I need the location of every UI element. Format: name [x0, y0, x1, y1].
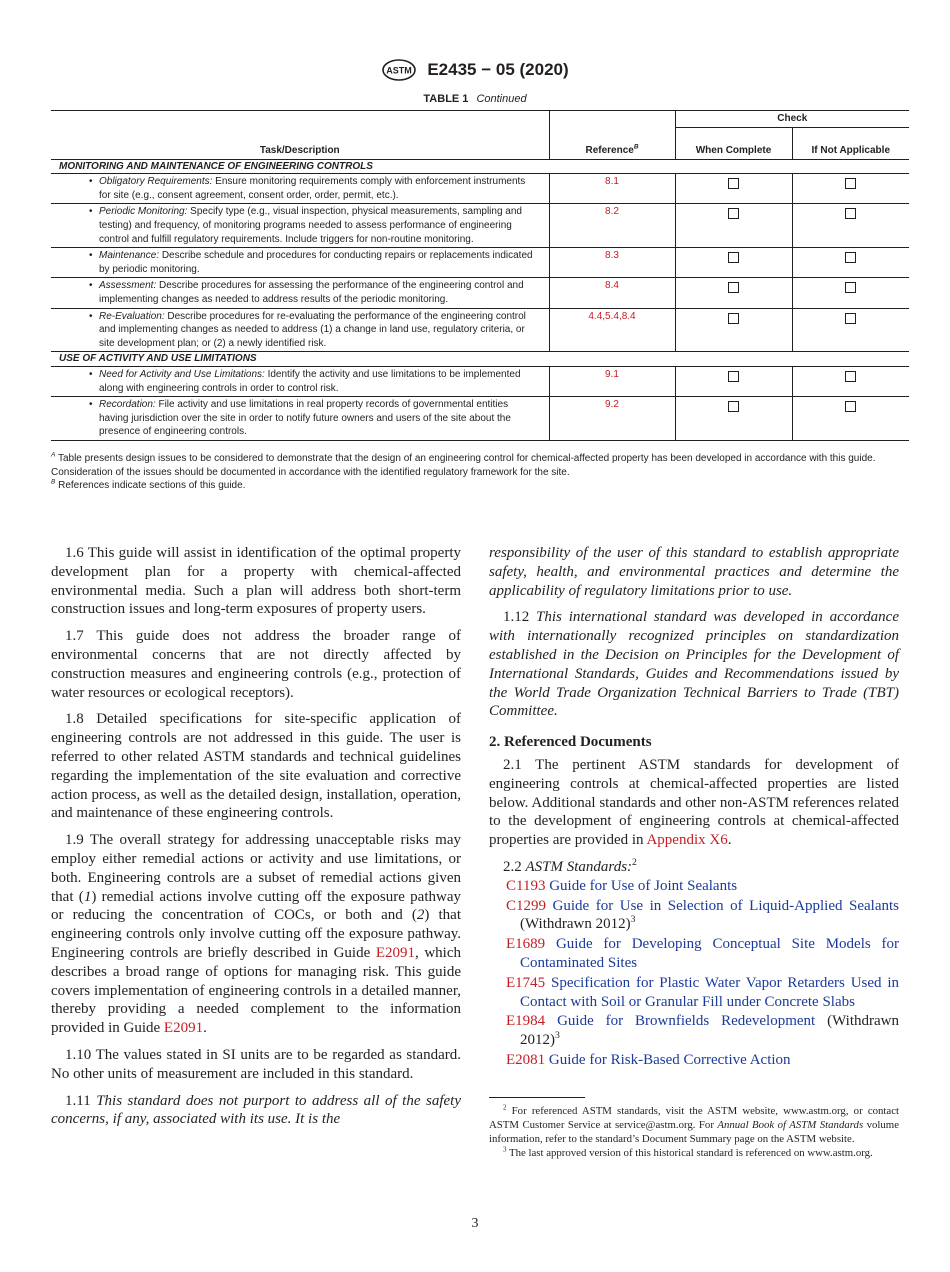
page-number: 3 [471, 1216, 479, 1231]
standard-reference [489, 974, 899, 1012]
col-when-complete: When Complete [675, 127, 792, 159]
check-cell [675, 174, 792, 204]
table-row [51, 248, 909, 278]
check-cell [675, 278, 792, 308]
check-cell [792, 278, 909, 308]
table-row [51, 204, 909, 248]
check-cell [675, 248, 792, 278]
standard-title-link[interactable]: Specification for Plastic Water Vapor Retarders Used in Contact with Soil or Granular Fill under Concrete Slabs [520, 974, 900, 1010]
standard-reference [489, 897, 899, 935]
section-title: USE OF ACTIVITY AND USE LIMITATIONS [51, 352, 909, 367]
reference-link[interactable]: 8.2 [549, 204, 675, 248]
para-1-11: 1.11 This standard does not purport to address all of the safety concerns, if any, associated with its use. It is the [51, 1092, 461, 1128]
not-applicable-checkbox[interactable] [845, 252, 856, 263]
para-1-11-cont: responsibility of the user of this standard to establish appropriate safety, health, and environmental practices and determine the applicability of regulatory limitations prior to use. [489, 545, 899, 599]
table-caption: TABLE 1 Continued [423, 93, 527, 105]
table-1 [51, 110, 909, 441]
para-2-2: 2.2 ASTM Standards:$^2$ [503, 856, 637, 875]
check-cell [675, 397, 792, 441]
when-complete-checkbox[interactable] [728, 313, 739, 324]
astm-standards-list [489, 877, 899, 1070]
para-1-9: 1.9 The overall strategy for addressing unacceptable risks may employ either remedial actions or activity and use limitations, or both. Engineering controls are a subset of remedial actions given that (1) remedial actions involve cutting off the exposure pathway or reducing the concentration of COCs, or both and (2) that engineering controls only involve cutting off the exposure pathway. Engineering controls are briefly described in Guide E2091, which describes a broad range of options for managing risk. This guide covers implementation of engineering controls in a detailed manner, thereby providing a needed complement to the information provided in Guide E2091. [51, 832, 461, 1037]
standard-note: (Withdrawn 2012) [520, 916, 631, 933]
col-not-applicable: If Not Applicable [792, 127, 909, 159]
footnotes [489, 1104, 899, 1160]
check-cell [675, 366, 792, 396]
when-complete-checkbox[interactable] [728, 401, 739, 412]
not-applicable-checkbox[interactable] [845, 313, 856, 324]
section-2-heading: 2. Referenced Documents [489, 734, 652, 751]
when-complete-checkbox[interactable] [728, 282, 739, 293]
svg-text:ASTM: ASTM [386, 65, 413, 76]
standard-code-link[interactable]: C1299 [506, 897, 547, 914]
task-description: • Recordation: File activity and use limitations in real property records of governmental entities having jurisdiction over the site in order to notify future owners and users of the site about the presence of engineering controls. [51, 397, 549, 441]
reference-link[interactable]: 9.1 [549, 366, 675, 396]
standard-title-link[interactable]: Guide for Risk-Based Corrective Action [548, 1051, 791, 1068]
designation: E2435 − 05 (2020) [427, 60, 569, 79]
table-row [51, 366, 909, 396]
footnote-mark: 3 [555, 1030, 560, 1042]
reference-link[interactable]: 8.4 [549, 278, 675, 308]
standard-note: (Withdrawn 2012) [520, 1013, 900, 1049]
table-row [51, 308, 909, 352]
col-reference: Reference$^B$ [549, 111, 675, 160]
task-description: • Obligatory Requirements: Ensure monitoring requirements comply with enforcement instruments for site (e.g., consent agreement, consent order, order, permit, etc.). [51, 174, 549, 204]
standard-reference [489, 1051, 899, 1070]
check-cell [792, 248, 909, 278]
col-check: Check [675, 111, 909, 128]
standard-code-link[interactable]: E2081 [506, 1051, 546, 1068]
check-cell [675, 204, 792, 248]
when-complete-checkbox[interactable] [728, 208, 739, 219]
para-1-8: 1.8 Detailed specifications for site-specific application of engineering controls are not addressed in this guide. The user is referred to other related ASTM standards and technical guidelines regarding the implementation of the site evaluation and corrective action process, as well as the detailed design, installation, operation, and maintenance of these engineering controls. [51, 711, 461, 822]
table-section-heading [51, 352, 909, 367]
para-2-1: 2.1 The pertinent ASTM standards for development of engineering controls at chemical-affected properties are listed below. Additional standards and other non-ASTM references related to the development of engineering controls at chemical-affected properties are provided in Appendix X6. [489, 756, 899, 849]
check-cell [792, 174, 909, 204]
standard-title-link[interactable]: Guide for Use in Selection of Liquid-Applied Sealants [552, 897, 899, 914]
para-1-10: 1.10 The values stated in SI units are to be regarded as standard. No other units of measurement are included in this standard. [51, 1046, 461, 1082]
footnote-2: $^2$ For referenced ASTM standards, visit the ASTM website, www.astm.org, or contact ASTM Customer Service at service@astm.org. For Annual Book of ASTM Standards volume information, refer to the standard’s Document Summary page on the ASTM website. [489, 1103, 899, 1145]
left-column [51, 544, 461, 1137]
link-e2091-2[interactable]: E2091 [163, 1020, 204, 1037]
not-applicable-checkbox[interactable] [845, 371, 856, 382]
right-column [489, 544, 899, 1071]
standard-title-link[interactable]: Guide for Developing Conceptual Site Models for Contaminated Sites [520, 936, 899, 971]
standard-code-link[interactable]: E1689 [506, 936, 546, 953]
task-description: • Assessment: Describe procedures for assessing the performance of the engineering control and implementing changes as needed to address results of the periodic monitoring. [51, 278, 549, 308]
not-applicable-checkbox[interactable] [845, 282, 856, 293]
para-1-6: 1.6 This guide will assist in identification of the optimal property development plan for a property with chemical-affected environmental media. Such a plan will address both short-term construction issues and long-term exposures of property users. [51, 545, 461, 618]
link-appendix-x6[interactable]: Appendix X6 [646, 832, 728, 849]
task-description: • Need for Activity and Use Limitations: Identify the activity and use limitations to be implemented along with engineering controls in order to control risk. [51, 366, 549, 396]
task-description: • Periodic Monitoring: Specify type (e.g., visual inspection, physical measurements, sampling and testing) and frequency, of monitoring programs needed to assess performance of engineering control and fulfill regulatory requirements. Include triggers for non-routine monitoring. [51, 204, 549, 248]
section-title: MONITORING AND MAINTENANCE OF ENGINEERING CONTROLS [51, 159, 909, 174]
reference-link[interactable]: 9.2 [549, 397, 675, 441]
standard-reference [489, 1012, 899, 1050]
not-applicable-checkbox[interactable] [845, 208, 856, 219]
footnote-mark: 3 [630, 914, 636, 926]
link-e2091[interactable]: E2091 [375, 944, 415, 961]
standard-title-link[interactable]: Guide for Brownfields Redevelopment [557, 1013, 816, 1030]
check-cell [675, 308, 792, 352]
table-row [51, 397, 909, 441]
standard-code-link[interactable]: C1193 [506, 877, 546, 894]
not-applicable-checkbox[interactable] [845, 401, 856, 412]
table-row [51, 174, 909, 204]
reference-link[interactable]: 4.4,5.4,8.4 [549, 308, 675, 352]
task-description: • Maintenance: Describe schedule and procedures for conducting repairs or replacements indicated by periodic monitoring. [51, 248, 549, 278]
table-row [51, 278, 909, 308]
when-complete-checkbox[interactable] [728, 371, 739, 382]
check-cell [792, 308, 909, 352]
reference-link[interactable]: 8.3 [549, 248, 675, 278]
footnote-3: $^3$ The last approved version of this historical standard is referenced on www.astm.org. [503, 1145, 873, 1159]
standard-code-link[interactable]: E1984 [506, 1013, 546, 1030]
table-footnote-b: $^B$ References indicate sections of this guide. [51, 478, 246, 491]
standard-reference [489, 935, 899, 973]
when-complete-checkbox[interactable] [728, 178, 739, 189]
table-section-heading [51, 159, 909, 174]
standard-reference [489, 877, 899, 896]
footnote-rule [489, 1097, 585, 1098]
page-header [0, 58, 950, 82]
standard-title-link[interactable]: Guide for Use of Joint Sealants [549, 877, 738, 894]
col-task: Task/Description [51, 111, 549, 160]
not-applicable-checkbox[interactable] [845, 178, 856, 189]
check-cell [792, 204, 909, 248]
astm-logo-icon [381, 58, 417, 82]
table-footnote-a: $^A$ Table presents design issues to be considered to demonstrate that the design of an engineering control for chemical-affected property has been developed in accordance with this guide. Consideration of the issues should be documented in accordance with the identified regulatory framework for the site. [51, 451, 876, 478]
check-cell [792, 397, 909, 441]
standard-code-link[interactable]: E1745 [506, 974, 546, 991]
para-1-7: 1.7 This guide does not address the broader range of environmental concerns that are not directly affected by construction measures and engineering controls (e.g., protection of water resources or ecological receptors). [51, 628, 461, 701]
para-1-12: 1.12 This international standard was developed in accordance with internationally recognized principles on standardization established in the Decision on Principles for the Development of International Standards, Guides and Recommendations issued by the World Trade Organization Technical Barriers to Trade (TBT) Committee. [489, 609, 899, 720]
task-description: • Re-Evaluation: Describe procedures for re-evaluating the performance of the engineering control and implementing changes as needed to address (1) a change in land use, regulatory criteria, or site development plan; or (2) a newly identified risk. [51, 308, 549, 352]
when-complete-checkbox[interactable] [728, 252, 739, 263]
check-cell [792, 366, 909, 396]
reference-link[interactable]: 8.1 [549, 174, 675, 204]
